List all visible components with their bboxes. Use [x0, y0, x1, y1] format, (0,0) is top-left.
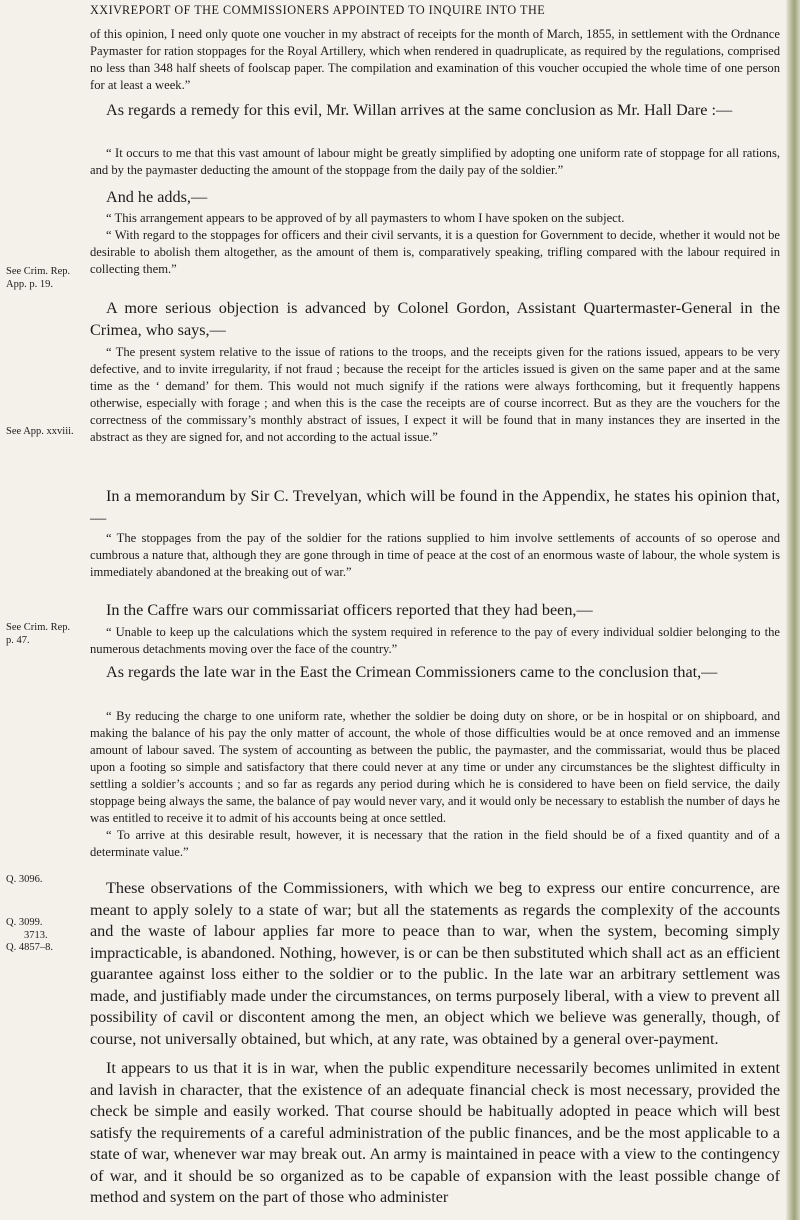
quote-block — [90, 344, 780, 446]
quote-paragraph: “ By reducing the charge to one uniform rate, whether the soldier be doing duty on shore, or be in hospital or on shipboard, and making the balance of his pay the only matter of account, the whole of those difficulties would be at once removed and an immense amount of labour saved. The system of accounting as between the public, the paymaster, and the commissariat, would thus be placed upon a footing so simple and satisfactory that there could never at any time or under any circumstances be the slightest difficulty in settling a soldier’s accounts ; and so far as regards any period during which he is considered to have been on field service, the daily stoppage being always the same, the balance of pay would never vary, and it would only be necessary to establish the number of days he was entitled to receive it to admit of his accounts being at once settled. — [90, 709, 780, 825]
margin-note: See Crim. Rep. App. p. 19. — [6, 266, 71, 290]
quote-paragraph: “ Unable to keep up the calculations which the system required in reference to the pay of every individual soldier belonging to the numerous detachments moving over the face of the country.” — [90, 625, 780, 656]
quote-block — [90, 708, 780, 861]
quote-paragraph: “ The present system relative to the issue of rations to the troops, and the receipts given for the rations issued, appears to be very defective, and to invite irregularity, if not fraud ; because the receipt for the articles issued is given on the same paper and at the same time as the ‘ demand’ for them. This would not much signify if the rations were always forthcoming, but it frequently happens otherwise, especially with forage ; and when this is the case the receipts are of course incorrect. But as they are the vouchers for the correctness of the commissary’s monthly abstract of issues, I expect it will be found that in many instances they are inserted in the abstract as they are signed for, and not according to the actual issue.” — [90, 345, 780, 444]
body-paragraph: In a memorandum by Sir C. Trevelyan, which will be found in the Appendix, he states his opinion that,— — [90, 487, 780, 527]
margin-note: Q. 3096. — [6, 874, 43, 885]
quote-block — [90, 145, 780, 179]
body-paragraph: These observations of the Commissioners, with which we beg to express our entire concurrence, are meant to apply solely to a state of war; but all the statements as regards the complexity of the accounts and the waste of labour applies far more to peace than to war, when the system, becoming simply impracticable, is abandoned. Nothing, however, is or can be then substituted which shall act as an efficient guarantee against loss either to the soldier or to the public. In the late war an arbitrary settlement was made, and justifiably made under the circumstances, on terms purposely liberal, with a view to prevent all possibility of cavil or discontent among the men, an object which we believe was generally, though, of course, not universally obtained, but which, at any rate, was obtained by a general over-payment. — [90, 879, 780, 1048]
margin-note: Q. 3099. 3713. Q. 4857–8. — [6, 917, 53, 953]
quote-paragraph: “ It occurs to me that this vast amount of labour might be greatly simplified by adopting one uniform rate of stoppage for all rations, and by the paymaster deducting the amount of the stoppage from the daily pay of the soldier.” — [90, 146, 780, 177]
quote-paragraph: “ With regard to the stoppages for officers and their civil servants, it is a question for Government to decide, whether it would not be desirable to abolish them altogether, as the amount of them is, comparatively speaking, trifling compared with the labour required in collecting them.” — [90, 228, 780, 276]
body-paragraph: And he adds,— — [106, 188, 208, 206]
body-paragraph: A more serious objection is advanced by Colonel Gordon, Assistant Quartermaster-General in the Crimea, who says,— — [90, 299, 780, 339]
body-paragraph: As regards the late war in the East the Crimean Commissioners came to the conclusion that,— — [106, 663, 718, 681]
page-number: XXIV — [90, 3, 123, 17]
quote-block — [90, 530, 780, 581]
quote-paragraph: “ To arrive at this desirable result, however, it is necessary that the ration in the field should be of a fixed quantity and of a determinate value.” — [90, 828, 780, 859]
margin-note: See Crim. Rep. p. 47. — [6, 622, 71, 646]
running-title: REPORT OF THE COMMISSIONERS APPOINTED TO INQUIRE INTO THE — [122, 3, 546, 17]
margin-note: See App. xxviii. — [6, 426, 74, 437]
quote-block — [90, 210, 780, 278]
quote-paragraph: of this opinion, I need only quote one voucher in my abstract of receipts for the month of March, 1855, in settlement with the Ordnance Paymaster for ration stoppages for the Royal Artillery, which when rendered in quadruplicate, as required by the regulations, comprised no less than 348 half sheets of foolscap paper. The compilation and examination of this voucher occupied the whole time of one person for at least a week.” — [90, 27, 780, 92]
page-edge-shadow — [786, 0, 800, 1220]
body-paragraph: It appears to us that it is in war, when the public expenditure necessarily becomes unlimited in extent and lavish in character, that the existence of an adequate financial check is most necessary, provided the check be simple and easily worked. That course should be habitually adopted in peace which will best satisfy the requirements of a careful administration of the public finances, and be the most applicable to a state of war, whenever war may break out. An army is maintained in peace with a view to the contingency of war, and it should be so organized as to be capable of expansion with the least possible change of method and system on the part of those who administer — [90, 1059, 780, 1206]
body-paragraph: In the Caffre wars our commissariat officers reported that they had been,— — [106, 601, 593, 619]
quote-block — [90, 624, 780, 658]
body-paragraph: As regards a remedy for this evil, Mr. Willan arrives at the same conclusion as Mr. Hall Dare :— — [106, 101, 733, 119]
quote-paragraph: “ This arrangement appears to be approved of by all paymasters to whom I have spoken on the subject. — [106, 211, 625, 225]
quote-block — [90, 26, 780, 94]
quote-paragraph: “ The stoppages from the pay of the soldier for the rations supplied to him involve settlements of accounts of so operose and cumbrous a nature that, although they are gone through in time of peace at the cost of an enormous waste of labour, the whole system is immediately abandoned at the breaking out of war.” — [90, 531, 780, 579]
